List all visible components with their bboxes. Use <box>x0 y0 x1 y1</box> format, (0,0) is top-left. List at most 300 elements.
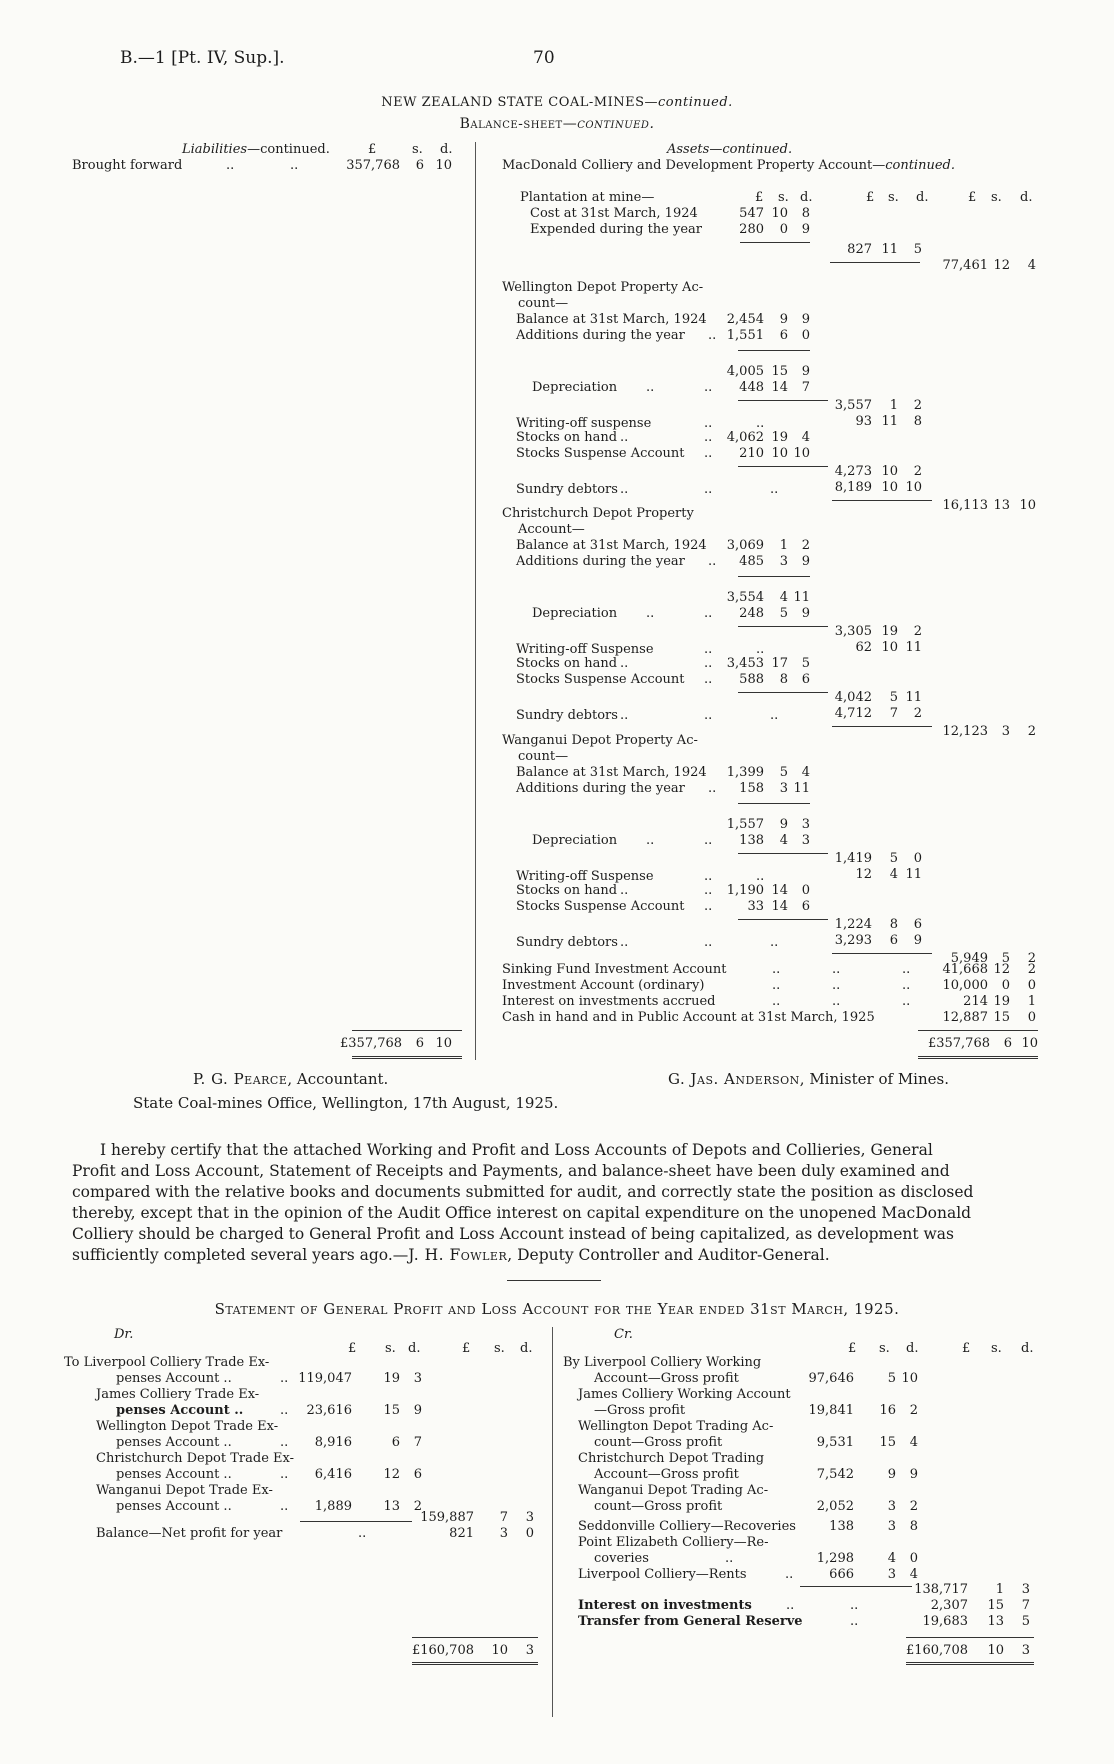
assets-total-shillings: 6 <box>1003 1036 1012 1051</box>
credit-total-shillings: 10 <box>987 1643 1004 1658</box>
debit-item-amount-pence: 7 <box>413 1435 422 1450</box>
wanganui-stocks-label: Stocks on hand <box>516 883 618 898</box>
debit-subtotal-pence: 3 <box>525 1510 534 1525</box>
seddon-amount-shillings: 3 <box>887 1519 896 1534</box>
wellington-sub-pounds: 4,273 <box>834 464 872 479</box>
christchurch-bal-label: Balance at 31st March, 1924 <box>516 538 707 553</box>
rule <box>918 1030 1038 1031</box>
debit-total-pence: 3 <box>525 1643 534 1658</box>
minister-name: G. Jas. Anderson <box>668 1070 800 1088</box>
cr-col1-pounds: £ <box>848 1341 857 1356</box>
double-rule <box>352 1056 462 1059</box>
wellington-stocks-shillings: 19 <box>771 430 788 445</box>
debit-item-amount-shillings: 19 <box>383 1371 400 1386</box>
wellington-stocks-pounds: 4,062 <box>726 430 764 445</box>
leader-dots: .. <box>290 158 299 173</box>
leader-dots: .. <box>280 1467 289 1482</box>
leader-dots: .. <box>704 883 713 898</box>
rents-amount-pence: 4 <box>909 1567 918 1582</box>
wellington-add-pounds: 1,551 <box>726 328 764 343</box>
point-label: Point Elizabeth Colliery—Re- <box>578 1535 769 1550</box>
christchurch-sub-pence: 11 <box>905 690 922 705</box>
christchurch-sub-pounds: 4,042 <box>834 690 872 705</box>
auditor-name: J. H. Fowler <box>408 1246 508 1264</box>
christchurch-sd-label: Sundry debtors <box>516 708 618 723</box>
christchurch-net-pounds: 3,305 <box>834 624 872 639</box>
debit-item-label: James Colliery Trade Ex- <box>96 1387 260 1402</box>
wellington-dep-pence: 7 <box>801 380 810 395</box>
interest-label: Interest on investments <box>578 1598 752 1613</box>
debit-item-amount-pounds: 6,416 <box>314 1467 352 1482</box>
credit-item-label: Christchurch Depot Trading <box>578 1451 765 1466</box>
leader-dots: .. <box>280 1435 289 1450</box>
other-asset-amount-pounds: 41,668 <box>942 962 988 977</box>
debit-item-amount-shillings: 12 <box>383 1467 400 1482</box>
christchurch-sum-pence: 11 <box>793 590 810 605</box>
liabilities-total-pence: 10 <box>435 1036 452 1051</box>
wanganui-dep-shillings: 4 <box>779 833 788 848</box>
christchurch-wo-pence: 11 <box>905 640 922 655</box>
debit-item-amount-pence: 2 <box>413 1499 422 1514</box>
leader-dots: .. <box>704 708 713 723</box>
wellington-sub-pence: 2 <box>913 464 922 479</box>
christchurch-stocks-pence: 5 <box>801 656 810 671</box>
statement-title: Statement of General Profit and Loss Account for the Year ended 31st March, 1925. <box>214 1300 900 1318</box>
christchurch-wo-shillings: 10 <box>881 640 898 655</box>
wellington-sd-label: Sundry debtors <box>516 482 618 497</box>
wellington-bal-pence: 9 <box>801 312 810 327</box>
rule <box>300 1521 412 1522</box>
wanganui-wo-pence: 11 <box>905 867 922 882</box>
wellington-ssa-pence: 10 <box>793 446 810 461</box>
wellington-stocks-pence: 4 <box>801 430 810 445</box>
credit-item-amount-pence: 2 <box>909 1499 918 1514</box>
wellington-ssa-shillings: 10 <box>771 446 788 461</box>
debit-item-amount-shillings: 15 <box>383 1403 400 1418</box>
rents-amount-shillings: 3 <box>887 1567 896 1582</box>
wanganui-sum-shillings: 9 <box>779 817 788 832</box>
assets-col1-pence: d. <box>800 190 813 205</box>
leader-dots: .. <box>772 962 781 977</box>
wanganui-label-1: Wanganui Depot Property Ac- <box>502 733 698 748</box>
christchurch-bal-pence: 2 <box>801 538 810 553</box>
other-asset-amount-pence: 0 <box>1027 978 1036 993</box>
wellington-sd-shillings: 10 <box>881 480 898 495</box>
leader-dots: .. <box>708 328 717 343</box>
christchurch-net-shillings: 19 <box>881 624 898 639</box>
dr-col1-pence: d. <box>408 1341 421 1356</box>
credit-item-label-cont: Account—Gross profit <box>594 1467 739 1482</box>
assets-col1-shillings: s. <box>778 190 789 205</box>
other-asset-amount-pounds: 10,000 <box>942 978 988 993</box>
liabilities-total: £357,768 <box>340 1036 403 1051</box>
leader-dots: .. <box>704 482 713 497</box>
dr-col1-shillings: s. <box>385 1341 396 1356</box>
credit-item-amount-pounds: 7,542 <box>816 1467 854 1482</box>
debit-item-amount-pounds: 119,047 <box>298 1371 352 1386</box>
debit-item-amount-pence: 9 <box>413 1403 422 1418</box>
christchurch-ssa-pounds: 588 <box>739 672 764 687</box>
credit-item-amount-shillings: 5 <box>887 1371 896 1386</box>
christchurch-bal-shillings: 1 <box>779 538 788 553</box>
assets-col2-pence: d. <box>916 190 929 205</box>
debit-item-label-cont: penses Account .. <box>116 1403 244 1418</box>
leader-dots: .. <box>708 781 717 796</box>
minister-role: , Minister of Mines. <box>799 1070 949 1088</box>
transfer-amount-pence: 5 <box>1021 1614 1030 1629</box>
plantation-exp-shillings: 0 <box>779 222 788 237</box>
leader-dots: .. <box>850 1598 859 1613</box>
rule <box>832 500 932 501</box>
point-label-cont: coveries <box>594 1551 649 1566</box>
rule <box>738 576 810 577</box>
plantation-total-pence: 4 <box>1027 258 1036 273</box>
credit-item-amount-shillings: 15 <box>879 1435 896 1450</box>
rents-amount-pounds: 666 <box>829 1567 854 1582</box>
wanganui-ssa-pence: 6 <box>801 899 810 914</box>
other-asset-amount-pence: 1 <box>1027 994 1036 1009</box>
wanganui-net-pence: 0 <box>913 851 922 866</box>
debit-item-label: Wanganui Depot Trade Ex- <box>96 1483 273 1498</box>
wanganui-total-shillings: 5 <box>1001 951 1010 966</box>
christchurch-sd-shillings: 7 <box>889 706 898 721</box>
wellington-label-1: Wellington Depot Property Ac- <box>502 280 704 295</box>
leader-dots: .. <box>280 1371 289 1386</box>
page-reference: B.—1 [Pt. IV, Sup.]. <box>120 48 285 68</box>
christchurch-sd-pounds: 4,712 <box>834 706 872 721</box>
debit-item-label-cont: penses Account .. <box>116 1371 232 1386</box>
certificate-line: I hereby certify that the attached Working and Profit and Loss Accounts of Depots and Collieries, General <box>100 1141 933 1159</box>
leader-dots: .. <box>620 935 629 950</box>
wellington-bal-label: Balance at 31st March, 1924 <box>516 312 707 327</box>
certificate-last-line <box>72 1245 1032 1266</box>
credit-item-amount-pence: 2 <box>909 1403 918 1418</box>
wellington-dep-shillings: 14 <box>771 380 788 395</box>
leader-dots: .. <box>704 380 713 395</box>
christchurch-total-shillings: 3 <box>1001 724 1010 739</box>
leader-dots: .. <box>704 833 713 848</box>
wanganui-add-pounds: 158 <box>739 781 764 796</box>
wanganui-wo-label: Writing-off Suspense <box>516 869 654 884</box>
leader-dots: .. <box>280 1403 289 1418</box>
rule <box>830 262 920 263</box>
brought-forward-pence: 10 <box>435 158 452 173</box>
seddon-label: Seddonville Colliery—Recoveries <box>578 1519 796 1534</box>
wanganui-wo-shillings: 4 <box>889 867 898 882</box>
credit-subtotal-pounds: 138,717 <box>914 1582 968 1597</box>
balance-label: Balance—Net profit for year <box>96 1526 283 1541</box>
leader-dots: .. <box>772 978 781 993</box>
assets-header: Assets—continued. <box>667 142 793 157</box>
macdonald-heading-label: MacDonald Colliery and Development Property Account— <box>502 158 886 173</box>
leader-dots: .. <box>620 883 629 898</box>
assets-col1-pounds: £ <box>755 190 764 205</box>
interest-amount-pence: 7 <box>1021 1598 1030 1613</box>
credit-item-amount-shillings: 9 <box>887 1467 896 1482</box>
rule <box>738 803 810 804</box>
assets-col3-pence: d. <box>1020 190 1033 205</box>
plantation-cost-shillings: 10 <box>771 206 788 221</box>
christchurch-add-shillings: 3 <box>779 554 788 569</box>
wanganui-add-pence: 11 <box>793 781 810 796</box>
credit-item-amount-pence: 9 <box>909 1467 918 1482</box>
leader-dots: .. <box>704 430 713 445</box>
debit-item-label: To Liverpool Colliery Trade Ex- <box>64 1355 270 1370</box>
debit-item-label-cont: penses Account .. <box>116 1467 232 1482</box>
christchurch-sum-shillings: 4 <box>779 590 788 605</box>
certificate-last-text: sufficiently completed several years ago.— <box>72 1246 409 1264</box>
double-rule <box>918 1056 1038 1059</box>
credit-subtotal-pence: 3 <box>1021 1582 1030 1597</box>
leader-dots: .. <box>620 708 629 723</box>
other-asset-label: Investment Account (ordinary) <box>502 978 705 993</box>
christchurch-dep-pounds: 248 <box>739 606 764 621</box>
wanganui-total-pounds: 5,949 <box>950 951 988 966</box>
wellington-dep-pounds: 448 <box>739 380 764 395</box>
credit-heading: Cr. <box>614 1327 633 1342</box>
leader-dots: .. <box>704 869 713 884</box>
double-rule <box>412 1662 538 1665</box>
other-asset-amount-shillings: 15 <box>993 1010 1010 1025</box>
macdonald-heading <box>502 158 955 174</box>
wellington-sum-pounds: 4,005 <box>726 364 764 379</box>
other-asset-amount-shillings: 0 <box>1001 978 1010 993</box>
office-dateline: State Coal-mines Office, Wellington, 17th August, 1925. <box>133 1094 559 1112</box>
audit-certificate <box>72 1140 1032 1266</box>
debit-total-shillings: 10 <box>491 1643 508 1658</box>
macdonald-heading-continued: continued. <box>885 158 955 173</box>
leader-dots: .. <box>772 994 781 1009</box>
debit-item-amount-shillings: 13 <box>383 1499 400 1514</box>
double-rule <box>906 1662 1034 1665</box>
credit-item-label: James Colliery Working Account <box>578 1387 791 1402</box>
credit-item-amount-shillings: 3 <box>887 1499 896 1514</box>
leader-dots: .. <box>770 935 779 950</box>
leader-dots: .. <box>832 962 841 977</box>
wanganui-sum-pence: 3 <box>801 817 810 832</box>
liabilities-col-pence: d. <box>440 142 453 157</box>
interest-amount-pounds: 2,307 <box>930 1598 968 1613</box>
minister-signature <box>668 1070 949 1088</box>
debit-item-amount-shillings: 6 <box>391 1435 400 1450</box>
christchurch-stocks-shillings: 17 <box>771 656 788 671</box>
wanganui-net-shillings: 5 <box>889 851 898 866</box>
leader-dots: .. <box>704 606 713 621</box>
certificate-line: Colliery should be charged to General Profit and Loss Account instead of being capitalized, as development was <box>72 1225 955 1243</box>
wanganui-sum-pounds: 1,557 <box>726 817 764 832</box>
wanganui-sub-pounds: 1,224 <box>834 917 872 932</box>
leader-dots: .. <box>704 899 713 914</box>
christchurch-sum-pounds: 3,554 <box>726 590 764 605</box>
dr-col2-pounds: £ <box>462 1341 471 1356</box>
wanganui-stocks-pence: 0 <box>801 883 810 898</box>
subtitle-main: Balance-sheet— <box>459 116 578 132</box>
christchurch-stocks-pounds: 3,453 <box>726 656 764 671</box>
rule <box>740 242 810 243</box>
certificate-line: compared with the relative books and documents submitted for audit, and correctly state the position as disclosed <box>72 1183 974 1201</box>
leader-dots: .. <box>770 482 779 497</box>
cr-col2-pence: d. <box>1021 1341 1034 1356</box>
brought-forward-amount: 357,768 <box>346 158 400 173</box>
wellington-sum-pence: 9 <box>801 364 810 379</box>
debit-item-label-cont: penses Account .. <box>116 1435 232 1450</box>
wellington-ssa-label: Stocks Suspense Account <box>516 446 685 461</box>
credit-total-pounds: £160,708 <box>905 1643 968 1658</box>
credit-subtotal-shillings: 1 <box>995 1582 1004 1597</box>
point-amount-pounds: 1,298 <box>816 1551 854 1566</box>
wanganui-dep-pounds: 138 <box>739 833 764 848</box>
debit-item-amount-pence: 6 <box>413 1467 422 1482</box>
assets-col2-pounds: £ <box>866 190 875 205</box>
leader-dots: .. <box>756 416 765 431</box>
christchurch-label-1: Christchurch Depot Property <box>502 506 694 521</box>
wellington-wo-pounds: 93 <box>855 414 872 429</box>
wellington-add-pence: 0 <box>801 328 810 343</box>
plantation-total-shillings: 12 <box>993 258 1010 273</box>
christchurch-total-pence: 2 <box>1027 724 1036 739</box>
wanganui-stocks-pounds: 1,190 <box>726 883 764 898</box>
column-divider <box>475 142 476 1060</box>
wellington-label-2: count— <box>518 296 569 311</box>
leader-dots: .. <box>620 430 629 445</box>
leader-dots: .. <box>646 606 655 621</box>
certificate-line: Profit and Loss Account, Statement of Receipts and Payments, and balance-sheet have been duly examined and <box>72 1162 950 1180</box>
transfer-amount-shillings: 13 <box>987 1614 1004 1629</box>
rule <box>832 953 932 954</box>
assets-col2-shillings: s. <box>888 190 899 205</box>
debit-total-pounds: £160,708 <box>411 1643 474 1658</box>
dr-col1-pounds: £ <box>348 1341 357 1356</box>
wellington-total-shillings: 13 <box>993 498 1010 513</box>
point-amount-pence: 0 <box>909 1551 918 1566</box>
debit-item-label: Wellington Depot Trade Ex- <box>96 1419 279 1434</box>
liabilities-col-pounds: £ <box>368 142 377 157</box>
leader-dots: .. <box>646 833 655 848</box>
wanganui-add-label: Additions during the year <box>516 781 685 796</box>
document-title <box>0 95 1114 110</box>
cr-col1-shillings: s. <box>879 1341 890 1356</box>
plantation-cost-pounds: 547 <box>739 206 764 221</box>
rule <box>832 726 932 727</box>
page-number: 70 <box>533 48 555 68</box>
other-asset-label: Interest on investments accrued <box>502 994 716 1009</box>
wanganui-bal-pounds: 1,399 <box>726 765 764 780</box>
wanganui-ssa-pounds: 33 <box>747 899 764 914</box>
interest-amount-shillings: 15 <box>987 1598 1004 1613</box>
christchurch-dep-pence: 9 <box>801 606 810 621</box>
plantation-cost-pence: 8 <box>801 206 810 221</box>
rule <box>800 1586 912 1587</box>
assets-total-pence: 10 <box>1021 1036 1038 1051</box>
wanganui-dep-pence: 3 <box>801 833 810 848</box>
leader-dots: .. <box>725 1551 734 1566</box>
christchurch-add-label: Additions during the year <box>516 554 685 569</box>
credit-item-label-cont: Account—Gross profit <box>594 1371 739 1386</box>
wanganui-sd-pence: 9 <box>913 933 922 948</box>
leader-dots: .. <box>902 978 911 993</box>
debit-item-label-cont: penses Account .. <box>116 1499 232 1514</box>
wanganui-total-pence: 2 <box>1027 951 1036 966</box>
credit-item-label: Wellington Depot Trading Ac- <box>578 1419 774 1434</box>
wanganui-wo-pounds: 12 <box>855 867 872 882</box>
plantation-exp-pounds: 280 <box>739 222 764 237</box>
leader-dots: .. <box>704 446 713 461</box>
liabilities-header-label: Liabilities— <box>182 142 261 157</box>
leader-dots: .. <box>704 656 713 671</box>
plantation-exp-label: Expended during the year <box>530 222 702 237</box>
leader-dots: .. <box>704 935 713 950</box>
other-asset-amount-shillings: 19 <box>993 994 1010 1009</box>
subtitle-continued: continued. <box>577 116 655 132</box>
transfer-label: Transfer from General Reserve <box>578 1614 803 1629</box>
christchurch-ssa-shillings: 8 <box>779 672 788 687</box>
christchurch-wo-pounds: 62 <box>855 640 872 655</box>
credit-item-amount-pounds: 9,531 <box>816 1435 854 1450</box>
christchurch-sub-shillings: 5 <box>889 690 898 705</box>
credit-item-label: Wanganui Depot Trading Ac- <box>578 1483 769 1498</box>
point-amount-shillings: 4 <box>887 1551 896 1566</box>
wanganui-ssa-shillings: 14 <box>771 899 788 914</box>
brought-forward-shillings: 6 <box>415 158 424 173</box>
debit-item-label: Christchurch Depot Trade Ex- <box>96 1451 295 1466</box>
wellington-add-shillings: 6 <box>779 328 788 343</box>
christchurch-dep-shillings: 5 <box>779 606 788 621</box>
credit-item-label: By Liverpool Colliery Working <box>563 1355 762 1370</box>
accountant-name: P. G. Pearce <box>193 1070 288 1088</box>
cr-col2-pounds: £ <box>962 1341 971 1356</box>
rule <box>738 350 810 351</box>
wellington-bal-shillings: 9 <box>779 312 788 327</box>
other-asset-amount-pounds: 214 <box>963 994 988 1009</box>
leader-dots: .. <box>358 1526 367 1541</box>
leader-dots: .. <box>902 994 911 1009</box>
leader-dots: .. <box>704 642 713 657</box>
wellington-sd-pence: 10 <box>905 480 922 495</box>
plantation-cost-label: Cost at 31st March, 1924 <box>530 206 698 221</box>
document-subtitle <box>0 116 1114 132</box>
liabilities-total-shillings: 6 <box>415 1036 424 1051</box>
dr-col2-shillings: s. <box>494 1341 505 1356</box>
accountant-role: , Accountant. <box>287 1070 389 1088</box>
separator-rule <box>507 1280 601 1281</box>
leader-dots: .. <box>756 642 765 657</box>
debit-item-amount-pence: 3 <box>413 1371 422 1386</box>
credit-item-amount-pounds: 97,646 <box>808 1371 854 1386</box>
leader-dots: .. <box>226 158 235 173</box>
other-asset-amount-pounds: 12,887 <box>942 1010 988 1025</box>
leader-dots: .. <box>708 554 717 569</box>
christchurch-label-2: Account— <box>518 522 585 537</box>
debit-heading: Dr. <box>114 1327 134 1342</box>
plantation-sub-pounds: 827 <box>847 242 872 257</box>
certificate-line: thereby, except that in the opinion of the Audit Office interest on capital expenditure on the unopened MacDonald <box>72 1204 972 1222</box>
wellington-net-shillings: 1 <box>889 398 898 413</box>
leader-dots: .. <box>704 416 713 431</box>
rents-label: Liverpool Colliery—Rents <box>578 1567 747 1582</box>
transfer-amount-pounds: 19,683 <box>922 1614 968 1629</box>
christchurch-sd-pence: 2 <box>913 706 922 721</box>
christchurch-stocks-label: Stocks on hand <box>516 656 618 671</box>
christchurch-wo-label: Writing-off Suspense <box>516 642 654 657</box>
wanganui-sd-shillings: 6 <box>889 933 898 948</box>
leader-dots: .. <box>770 708 779 723</box>
rule <box>352 1030 462 1031</box>
wanganui-add-shillings: 3 <box>779 781 788 796</box>
wellington-dep-label: Depreciation <box>532 380 618 395</box>
leader-dots: .. <box>646 380 655 395</box>
credit-item-label-cont: count—Gross profit <box>594 1435 723 1450</box>
christchurch-add-pence: 9 <box>801 554 810 569</box>
